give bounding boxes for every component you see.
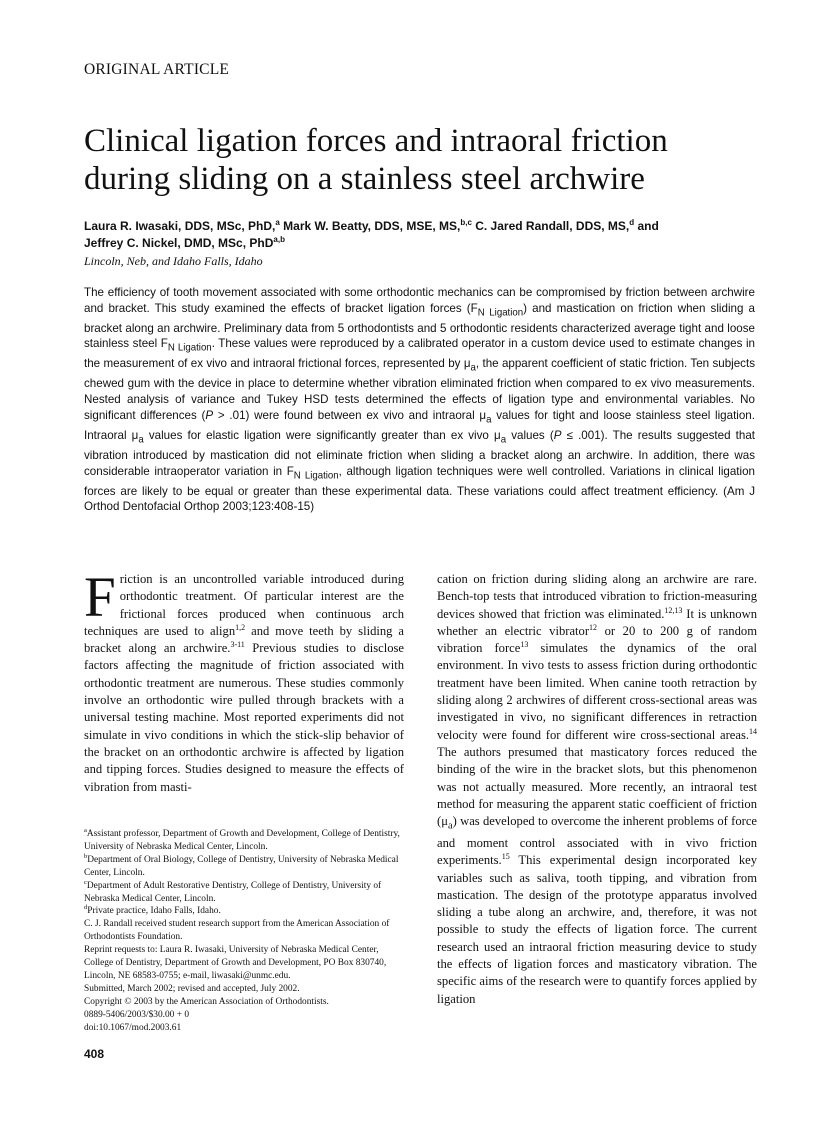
footnote-copyright: Copyright © 2003 by the American Association of Orthodontists. <box>84 996 329 1007</box>
page-number: 408 <box>84 1047 105 1061</box>
abstract: The efficiency of tooth movement associated with some orthodontic mechanics can be compromised by friction between archwire and bracket. This study examined the effects of bracket ligation forces $(F_{N Ligation})$ and mastication on friction when sliding a bracket along an archwire. Preliminary data from 5 orthodontists and 5 orthodontic residents characterized average tight and loose stainless steel $F_{N Ligation}$. These values were reproduced by a calibrated operator in a custom device used to estimate changes in the measurement of ex vivo and intraoral frictional forces, represented by $\mu_a$, the apparent coefficient of static friction. Ten subjects chewed gum with the device in place to determine whether vibration eliminated friction when compared to ex vivo measurements. Nested analysis of variance and Tukey HSD tests determined the effects of ligation type and environmental variables. No significant differences (P > .01) were found between ex vivo and intraoral $\mu_a$ values for tight and loose stainless steel ligation. Intraoral $\mu_a$ values for elastic ligation were significantly greater than ex vivo $\mu_a$ values (P ≤ .001). The results suggested that vibration introduced by mastication did not eliminate friction when sliding a bracket along an archwire. In addition, there was considerable intraoperator variation in $F_{N Ligation}$, although ligation techniques were well controlled. Variations in clinical ligation forces are likely to be equal or greater than these experimental data. These variations could affect treatment efficiency. (Am J Orthod Dentofacial Orthop 2003;123:408-15) <box>84 286 755 514</box>
title-line-2: during sliding on a stainless steel archwire <box>84 161 645 197</box>
footnote-submitted: Submitted, March 2002; revised and accepted, July 2002. <box>84 983 300 994</box>
author-iwasaki: Laura R. Iwasaki, DDS, MSc, PhD, <box>84 219 276 233</box>
footnotes <box>84 828 404 1035</box>
section-label: ORIGINAL ARTICLE <box>84 61 230 78</box>
citation: 15 <box>501 852 510 862</box>
footnote-d: $^d$Private practice, Idaho Falls, Idaho. <box>84 904 221 917</box>
footnote-b: $^b$Department of Oral Biology, College of Dentistry, University of Nebraska Medical Center, Lincoln. <box>84 852 399 878</box>
author-nickel: Jeffrey C. Nickel, DMD, MSc, PhD <box>84 236 274 250</box>
citation: 14 <box>749 726 757 736</box>
citation: 1,2 <box>235 622 246 632</box>
author-list <box>84 218 764 252</box>
citation: 3-11 <box>230 640 245 649</box>
footnote-support: C. J. Randall received student research support from the American Association of Orthodontists Foundation. <box>84 919 390 943</box>
author-randall-affil-mark: d <box>629 218 635 227</box>
body-column-right: cation on friction during sliding along an archwire are rare. Bench-top tests that introduced vibration to friction-measuring devices showed that friction was eliminated.$^{12,13}$ It is unknown whether an electric vibrator$^{12}$ or 20 to 200 g of random vibration force$^{13}$ simulates the dynamics of the oral environment. In vivo tests to assess friction during orthodontic treatment have been limited. When canine tooth retraction by sliding along 2 archwires of different cross-sectional areas was investigated in vivo, no significant differences in retraction velocity were found for different wire cross-sectional areas.$^{14}$ The authors presumed that masticatory forces reduced the binding of the wire in the bracket slots, but this phenomenon was not actually measured. More recently, an intraoral test method for measuring the apparent static coefficient of friction $(\mu_a)$ was developed to overcome the inherent problems of force and moment control associated with in vivo friction experiments.$^{15}$ This experimental design incorporated key variables such as saliva, tooth tipping, and vibration from mastication. The design of the prototype apparatus involved sliding a tube along an archwire, and, therefore, it was not possible to study the effects of ligation force. The current research used an intraoral friction measuring device to study the effects of ligation forces and masticatory vibration. The specific aims of the research were to quantify forces applied by ligation <box>437 572 758 1006</box>
footnote-c: $^c$Department of Adult Restorative Dentistry, College of Dentistry, University of Nebraska Medical Center, Lincoln. <box>84 878 382 904</box>
footnote-reprint: Reprint requests to: Laura R. Iwasaki, University of Nebraska Medical Center, College of Dentistry, Department of Growth and Development, PO Box 830740, Lincoln, NE 68583-0755; e-mail, liwasaki@unmc.edu. <box>84 945 387 981</box>
drop-cap: F <box>84 566 116 629</box>
citation: 12 <box>589 622 598 632</box>
footnote-issn: 0889-5406/2003/$30.00 + 0 <box>84 1009 190 1020</box>
author-affiliation: Lincoln, Neb, and Idaho Falls, Idaho <box>84 254 263 268</box>
title-line-1: Clinical ligation forces and intraoral friction <box>84 123 668 159</box>
author-beatty-affil-mark: b,c <box>460 218 472 227</box>
author-randall: C. Jared Randall, DDS, MS, <box>471 219 630 233</box>
article-title <box>84 122 764 198</box>
author-nickel-affil-mark: a,b <box>273 235 285 244</box>
author-beatty: Mark W. Beatty, DDS, MSE, MS, <box>279 219 461 233</box>
citation: 12,13 <box>664 605 683 615</box>
footnote-a: $^a$Assistant professor, Department of Growth and Development, College of Dentistry, University of Nebraska Medical Center, Lincoln. <box>84 826 400 852</box>
body-column-left: Friction is an uncontrolled variable introduced during orthodontic treatment. Of particular interest are the frictional forces produced when continuous arch techniques are used to align$^{1,2}$ and move teeth by sliding a bracket along an archwire.$^{3-11}$ Previous studies to disclose factors affecting the magnitude of friction associated with orthodontic treatment are numerous. These studies commonly involve an orthodontic wire pulled through brackets with a universal testing machine. Most reported experiments did not simulate in vivo conditions in which the stick-slip behavior of the bracket on an orthodontic archwire is affected by ligation and tipping forces. Studies designed to measure the effects of vibration from masti- <box>84 566 405 794</box>
citation: 13 <box>520 640 529 649</box>
author-iwasaki-affil-mark: a <box>275 218 280 227</box>
footnote-doi: doi:10.1067/mod.2003.61 <box>84 1022 182 1033</box>
author-conjunction: and <box>634 219 659 233</box>
